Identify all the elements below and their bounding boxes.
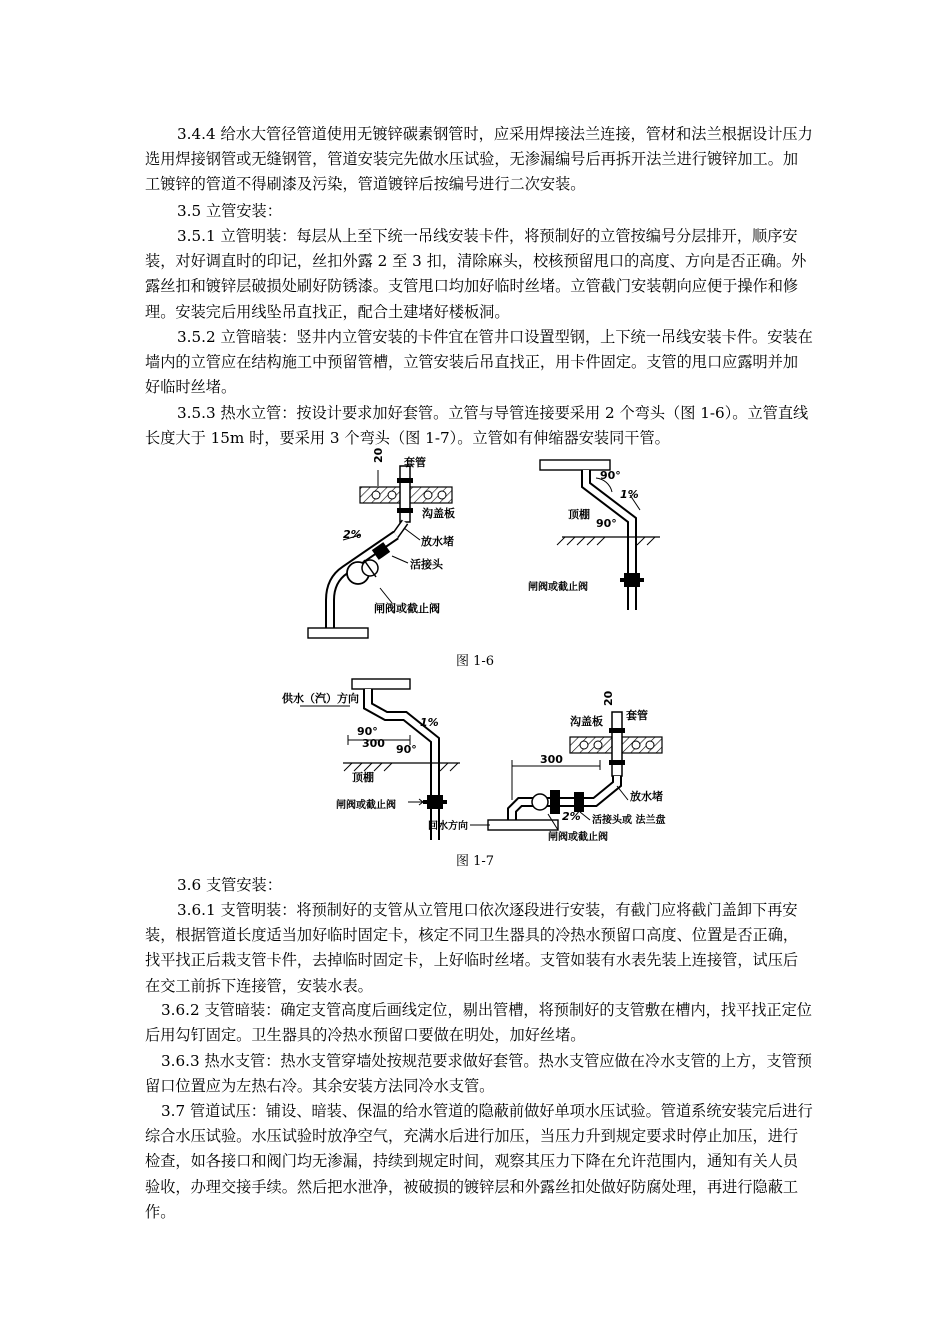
fig16-left-trench-cover-label: 沟盖板 [422,507,455,520]
fig17-left-supply-direction: 供水（汽）方向 [282,692,359,705]
fig17-left-dim-300: 300 [362,737,385,750]
fig17-right-dim-20: 20 [602,690,615,706]
heading-3-5: 3.5 立管安装： [177,202,282,220]
paragraph-3-6-3: 3.6.3 热水支管：热水支管穿墙处按规范要求做好套管。热水支管应做在冷水支管的上方，支管预留口位置应为左热右冷。其余安装方法同冷水支管。 [145,1052,812,1096]
paragraph-3-6-2: 3.6.2 支管暗装：确定支管高度后画线定位，剔出管槽，将预制好的支管敷在槽内，找平找正定位后用勾钉固定。卫生器具的冷热水预留口要做在明处，加好丝堵。 [145,1001,812,1045]
paragraph-3-5-2: 3.5.2 立管暗装：竖井内立管安装的卡件宜在管井口设置型钢，上下统一吊线安装卡件。安装在墙内的立管应在结构施工中预留管槽，立管安装后吊直找正，用卡件固定。支管的甩口应露明并加好临时丝堵。 [145,328,813,397]
paragraph-3-5-3: 3.5.3 热水立管：按设计要求加好套管。立管与导管连接要采用 2 个弯头（图 1-6）。立管直线长度大于 15m 时，要采用 3 个弯头（图 1-7）。立管如有伸缩器安装同干管。 [145,404,809,448]
paragraph-3-6-1: 3.6.1 支管明装：将预制好的支管从立管甩口依次逐段进行安装，有截门应将截门盖卸下再安装，根据管道长度适当加好临时固定卡，核定不同卫生器具的冷热水预留口高度、位置是否正确，找平找正后栽支管卡件，去掉临时固定卡，上好临时丝堵。支管如装有水表先装上连接管，试压后在交工前拆下连接管，安装水表。 [145,901,799,995]
fig16-right-angle-top: 90° [600,469,621,482]
fig17-left-slope-label: 1% [420,716,439,729]
fig17-right-union-flange-label: 活接头或 法兰盘 [592,815,666,826]
fig16-right-ceiling-label: 顶棚 [568,508,590,521]
fig17-left-ceiling-label: 顶棚 [352,771,374,784]
fig17-right-drain-plug-label: 放水堵 [630,790,663,803]
fig17-right-sleeve-label: 套管 [626,709,648,722]
fig17-right-dim-300: 300 [540,753,563,766]
fig17-right-valve-label: 闸阀或截止阀 [548,832,608,843]
fig16-left-valve-label: 闸阀或截止阀 [374,602,440,615]
fig17-left-valve-label: 闸阀或截止阀 [336,800,396,811]
fig16-left-dim-20: 20 [372,447,385,463]
fig17-left-angle-1: 90° [357,725,378,738]
fig16-left-sleeve-label: 套管 [404,456,426,469]
heading-3-6: 3.6 支管安装： [177,876,282,894]
paragraph-3-7: 3.7 管道试压：铺设、暗装、保温的给水管道的隐蔽前做好单项水压试验。管道系统安装完后进行综合水压试验。水压试验时放净空气，充满水后进行加压，当压力升到规定要求时停止加压，进行检查，如各接口和阀门均无渗漏，持续到规定时间，观察其压力下降在允许范围内，通知有关人员验收，办理交接手续。然后把水泄净，被破损的镀锌层和外露丝扣处做好防腐处理，再进行隐蔽工作。 [145,1102,813,1221]
fig16-left-slope-label: 2% [343,528,362,541]
fig17-right-return-direction: 回水方向 [428,821,468,832]
fig17-left-angle-2: 90° [396,743,417,756]
fig16-right-valve-label: 闸阀或截止阀 [528,582,588,593]
figure-1-6-caption: 图 1-6 [455,654,495,669]
fig17-right-trench-cover-label: 沟盖板 [570,715,603,728]
fig16-right-slope-label: 1% [620,488,639,501]
paragraph-3-4-4: 3.4.4 给水大管径管道使用无镀锌碳素钢管时，应采用焊接法兰连接，管材和法兰根据设计压力选用焊接钢管或无缝钢管，管道安装完先做水压试验，无渗漏编号后再拆开法兰进行镀锌加工。加工镀锌的管道不得刷漆及污染，管道镀锌后按编号进行二次安装。 [145,125,813,194]
paragraph-3-5-1: 3.5.1 立管明装：每层从上至下统一吊线安装卡件，将预制好的立管按编号分层排开，顺序安装，对好调直时的印记，丝扣外露 2 至 3 扣，清除麻头，校核预留甩口的高度、方向是否正确。外露丝扣和镀锌层破损处刷好防锈漆。支管甩口均加好临时丝堵。立管截门安装朝向应便于操作和修理。安装完后用线坠吊直找正，配合土建堵好楼板洞。 [145,227,807,321]
figure-1-7-caption: 图 1-7 [455,854,495,869]
fig16-left-drain-plug-label: 放水堵 [421,535,454,548]
fig16-left-union-label: 活接头 [410,558,443,571]
fig16-right-angle-bottom: 90° [596,517,617,530]
fig17-right-slope-label: 2% [562,810,581,823]
